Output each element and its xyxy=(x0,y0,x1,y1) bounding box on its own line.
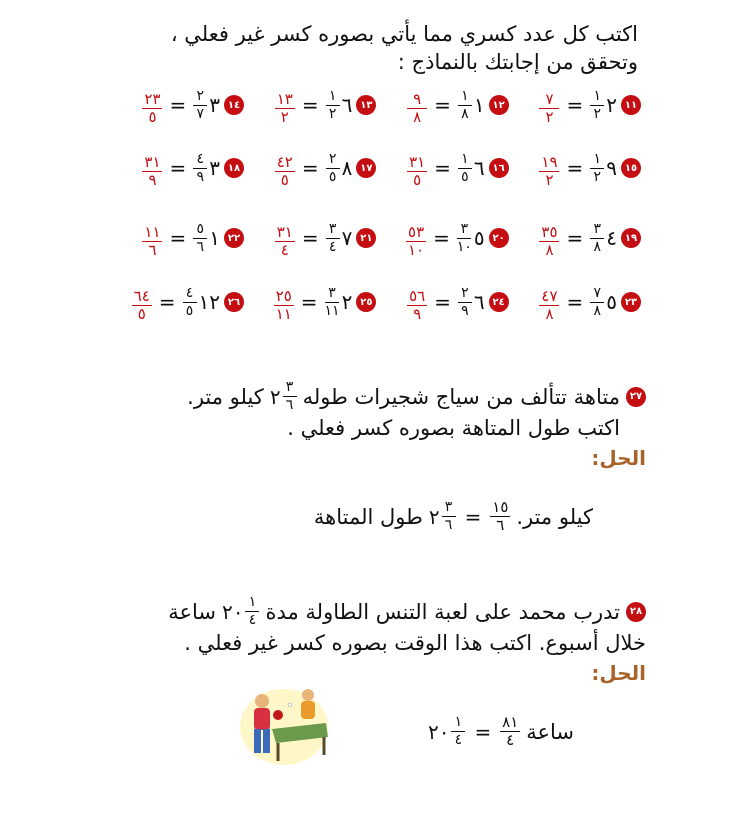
fraction xyxy=(193,152,207,185)
problem-number-badge: ٢٨ xyxy=(626,602,646,622)
equals-sign: = xyxy=(301,93,319,117)
whole-part: ٢٠ xyxy=(427,719,450,744)
numerator: ٣١ xyxy=(276,223,293,241)
numerator: ١١ xyxy=(144,223,161,241)
whole-part: ٢ xyxy=(341,290,353,314)
denominator: ٤ xyxy=(454,732,463,748)
fraction xyxy=(590,89,604,122)
denominator: ٥ xyxy=(413,171,422,189)
mixed-number xyxy=(429,500,456,533)
whole-part: ٢ xyxy=(428,504,440,529)
fraction xyxy=(326,152,340,185)
exercise-row xyxy=(120,218,641,258)
mixed-number xyxy=(590,89,617,122)
denominator: ٥ xyxy=(280,171,289,189)
answer-fraction xyxy=(539,218,559,258)
exercise-item xyxy=(517,148,641,188)
answer-fraction xyxy=(142,148,162,188)
numerator: ١ xyxy=(593,87,601,104)
fraction xyxy=(326,89,340,122)
mixed-number xyxy=(270,380,297,413)
numerator: ٦٤ xyxy=(133,287,150,305)
answer-fraction xyxy=(275,148,295,188)
exercise-item xyxy=(252,85,376,125)
denominator: ١١ xyxy=(324,302,340,319)
numerator: ١ xyxy=(461,150,469,167)
fraction xyxy=(590,152,604,185)
denominator: ١١ xyxy=(275,305,292,323)
numerator: ٤ xyxy=(196,150,205,167)
problem-27-solution xyxy=(314,500,593,533)
denominator: ٢ xyxy=(593,168,601,185)
denominator: ٦ xyxy=(285,397,294,413)
exercise-number-badge: ١٢ xyxy=(489,95,509,115)
numerator: ٥٦ xyxy=(409,287,426,305)
mixed-number xyxy=(193,222,220,255)
denominator: ٥ xyxy=(328,168,337,185)
answer-fraction xyxy=(132,282,152,322)
answer-fraction xyxy=(275,85,295,125)
exercise-number-badge: ١٤ xyxy=(224,95,244,115)
exercise-number-badge: ٢٦ xyxy=(224,292,244,312)
fraction xyxy=(325,286,340,319)
denominator: ٦ xyxy=(196,238,205,255)
exercise-item xyxy=(120,85,244,125)
numerator: ٢ xyxy=(328,150,337,167)
answer-fraction xyxy=(539,85,559,125)
exercise-item xyxy=(252,148,376,188)
problem-28-line1-b: ساعة xyxy=(168,599,216,624)
mixed-number xyxy=(590,286,617,319)
denominator: ٢ xyxy=(545,171,554,189)
answer-fraction xyxy=(142,218,162,258)
numerator: ٧ xyxy=(545,90,554,108)
solution-unit: كيلو متر. xyxy=(516,504,593,529)
mixed-number xyxy=(183,286,220,319)
numerator: ٣ xyxy=(460,220,469,237)
fraction xyxy=(326,222,340,255)
exercise-number-badge: ١٩ xyxy=(621,228,641,248)
exercise-item xyxy=(517,218,641,258)
denominator: ٧ xyxy=(196,105,205,122)
numerator: ١٩ xyxy=(541,153,558,171)
problem-28-solution xyxy=(428,715,574,748)
numerator: ١٣ xyxy=(276,90,293,108)
fraction xyxy=(193,89,207,122)
denominator: ٩ xyxy=(461,302,469,319)
denominator: ٨ xyxy=(593,302,601,319)
denominator: ١٠ xyxy=(408,241,425,259)
problem-27-line1-b: كيلو متر. xyxy=(187,384,264,409)
equals-sign: = xyxy=(474,719,492,744)
problem-27-line1-a: متاهة تتألف من سياج شجيرات طوله xyxy=(302,384,620,409)
answer-fraction xyxy=(406,218,426,258)
numerator: ٣ xyxy=(328,220,337,237)
mixed-number xyxy=(326,89,353,122)
exercise-item xyxy=(385,148,509,188)
result-fraction xyxy=(500,715,520,748)
whole-part: ٣ xyxy=(209,93,220,117)
mixed-number xyxy=(325,286,353,319)
numerator: ٣١ xyxy=(409,153,426,171)
equals-sign: = xyxy=(300,290,318,314)
mixed-number xyxy=(193,152,220,185)
answer-fraction xyxy=(539,148,559,188)
denominator: ٨ xyxy=(545,241,554,259)
problem-27 xyxy=(126,380,646,473)
exercise-item xyxy=(120,218,244,258)
exercise-number-badge: ١١ xyxy=(621,95,641,115)
exercise-number-badge: ٢١ xyxy=(356,228,376,248)
exercise-number-badge: ٢٠ xyxy=(489,228,509,248)
fraction xyxy=(193,222,207,255)
numerator: ١ xyxy=(328,87,337,104)
whole-part: ٨ xyxy=(341,156,353,180)
denominator: ٥ xyxy=(148,108,157,126)
exercise-row xyxy=(120,85,641,125)
exercise-item xyxy=(252,218,376,258)
denominator: ٥ xyxy=(185,302,194,319)
denominator: ٨ xyxy=(413,108,422,126)
denominator: ٢ xyxy=(593,105,601,122)
equals-sign: = xyxy=(433,226,450,250)
numerator: ١ xyxy=(593,150,601,167)
numerator: ١ xyxy=(454,714,463,730)
answer-fraction xyxy=(407,85,427,125)
numerator: ٧ xyxy=(593,284,601,301)
equals-sign: = xyxy=(566,93,584,117)
exercise-number-badge: ١٣ xyxy=(356,95,376,115)
equals-sign: = xyxy=(566,156,584,180)
whole-part: ٢ xyxy=(269,384,281,409)
numerator: ٣٥ xyxy=(541,223,558,241)
numerator: ١٥ xyxy=(492,498,509,516)
mixed-number xyxy=(590,222,617,255)
solution-label: الحل: xyxy=(591,661,646,685)
equals-sign: = xyxy=(434,290,451,314)
denominator: ٨ xyxy=(461,105,469,122)
exercise-number-badge: ١٨ xyxy=(224,158,244,178)
answer-fraction xyxy=(407,148,427,188)
whole-part: ٦ xyxy=(473,156,485,180)
denominator: ٢ xyxy=(545,108,554,126)
answer-fraction xyxy=(407,282,427,322)
numerator: ٥٣ xyxy=(408,223,425,241)
table-tennis-clipart xyxy=(238,683,330,765)
denominator: ٢ xyxy=(280,108,289,126)
fraction xyxy=(442,500,456,533)
whole-part: ٧ xyxy=(341,226,353,250)
exercise-item xyxy=(385,218,509,258)
whole-part: ٦ xyxy=(473,290,485,314)
whole-part: ٢ xyxy=(606,93,617,117)
denominator: ٦ xyxy=(148,241,157,259)
mixed-number xyxy=(590,152,617,185)
answer-fraction xyxy=(142,85,162,125)
denominator: ٩ xyxy=(413,305,422,323)
fraction xyxy=(457,222,472,255)
denominator: ٨ xyxy=(593,238,601,255)
mixed-number xyxy=(428,715,465,748)
solution-text: طول المتاهة xyxy=(313,504,423,529)
equals-sign: = xyxy=(169,226,187,250)
exercise-number-badge: ٢٥ xyxy=(356,292,376,312)
numerator: ٩ xyxy=(413,90,422,108)
denominator: ٤ xyxy=(248,612,257,628)
fraction xyxy=(183,286,197,319)
mixed-number xyxy=(222,595,259,628)
fraction xyxy=(458,89,472,122)
numerator: ١ xyxy=(248,594,257,610)
denominator: ٢ xyxy=(328,105,337,122)
answer-fraction xyxy=(274,282,294,322)
denominator: ٦ xyxy=(444,517,453,533)
equals-sign: = xyxy=(169,156,187,180)
mixed-number xyxy=(326,222,353,255)
equals-sign: = xyxy=(434,93,451,117)
mixed-number xyxy=(458,152,485,185)
exercise-item xyxy=(252,282,376,322)
mixed-number xyxy=(326,152,353,185)
exercise-number-badge: ١٧ xyxy=(356,158,376,178)
answer-fraction xyxy=(275,218,295,258)
equals-sign: = xyxy=(301,156,319,180)
problem-28-line1-a: تدرب محمد على لعبة التنس الطاولة مدة xyxy=(265,599,620,624)
fraction xyxy=(458,286,472,319)
solution-label: الحل: xyxy=(591,446,646,470)
mixed-number xyxy=(458,286,485,319)
numerator: ٣ xyxy=(328,284,336,301)
whole-part: ٣ xyxy=(209,156,220,180)
problem-28 xyxy=(126,595,646,688)
exercise-item xyxy=(517,85,641,125)
whole-part: ٤ xyxy=(606,226,617,250)
denominator: ٤ xyxy=(328,238,337,255)
numerator: ٤٢ xyxy=(276,153,293,171)
equals-sign: = xyxy=(434,156,451,180)
whole-part: ٢٠ xyxy=(221,599,244,624)
problem-27-line2: اكتب طول المتاهة بصوره كسر فعلي . xyxy=(287,416,620,440)
numerator: ٣ xyxy=(593,220,601,237)
equals-sign: = xyxy=(158,290,176,314)
exercise-row xyxy=(120,282,641,322)
exercise-number-badge: ٢٤ xyxy=(489,292,509,312)
fraction xyxy=(590,222,604,255)
whole-part: ٩ xyxy=(606,156,617,180)
numerator: ٥ xyxy=(196,220,205,237)
numerator: ٣ xyxy=(285,379,294,395)
result-fraction xyxy=(490,500,510,533)
numerator: ٣ xyxy=(444,499,453,515)
problem-28-line2: خلال أسبوع. اكتب هذا الوقت بصوره كسر غير فعلي . xyxy=(184,631,646,655)
equals-sign: = xyxy=(301,226,319,250)
exercise-item xyxy=(385,85,509,125)
exercise-item xyxy=(120,148,244,188)
numerator: ٢ xyxy=(461,284,469,301)
problem-number-badge: ٢٧ xyxy=(626,387,646,407)
exercise-number-badge: ٢٣ xyxy=(621,292,641,312)
mixed-number xyxy=(458,89,485,122)
exercise-number-badge: ١٥ xyxy=(621,158,641,178)
denominator: ٥ xyxy=(137,305,146,323)
numerator: ٢٣ xyxy=(144,90,161,108)
exercise-item xyxy=(517,282,641,322)
mixed-number xyxy=(193,89,220,122)
equals-sign: = xyxy=(169,93,187,117)
whole-part: ١ xyxy=(209,226,220,250)
exercise-item xyxy=(120,282,244,322)
equals-sign: = xyxy=(566,226,584,250)
denominator: ٩ xyxy=(148,171,157,189)
numerator: ١ xyxy=(461,87,469,104)
mixed-number xyxy=(457,222,485,255)
fraction xyxy=(590,286,604,319)
fraction xyxy=(283,380,297,413)
denominator: ١٠ xyxy=(456,238,472,255)
fraction xyxy=(451,715,465,748)
exercise-row xyxy=(120,148,641,188)
denominator: ٤ xyxy=(280,241,289,259)
fraction xyxy=(245,595,259,628)
whole-part: ٥ xyxy=(606,290,617,314)
equals-sign: = xyxy=(464,504,482,529)
exercise-item xyxy=(385,282,509,322)
equals-sign: = xyxy=(566,290,584,314)
numerator: ٢ xyxy=(196,87,205,104)
answer-fraction xyxy=(539,282,559,322)
exercise-number-badge: ٢٢ xyxy=(224,228,244,248)
numerator: ٤٧ xyxy=(541,287,558,305)
fraction xyxy=(458,152,472,185)
whole-part: ١ xyxy=(473,93,485,117)
denominator: ٦ xyxy=(496,516,505,534)
denominator: ٨ xyxy=(545,305,554,323)
whole-part: ٥ xyxy=(473,226,485,250)
denominator: ٩ xyxy=(196,168,205,185)
denominator: ٥ xyxy=(461,168,469,185)
numerator: ٨١ xyxy=(502,713,519,731)
instructions: اكتب كل عدد كسري مما يأتي بصوره كسر غير فعلي ، وتحقق من إجابتك بالنماذج : xyxy=(170,22,638,74)
numerator: ٢٥ xyxy=(275,287,292,305)
denominator: ٤ xyxy=(506,731,515,749)
whole-part: ١٢ xyxy=(198,290,220,314)
whole-part: ٦ xyxy=(341,93,353,117)
numerator: ٣١ xyxy=(144,153,161,171)
numerator: ٤ xyxy=(185,284,194,301)
exercise-number-badge: ١٦ xyxy=(489,158,509,178)
solution-unit: ساعة xyxy=(526,719,574,744)
